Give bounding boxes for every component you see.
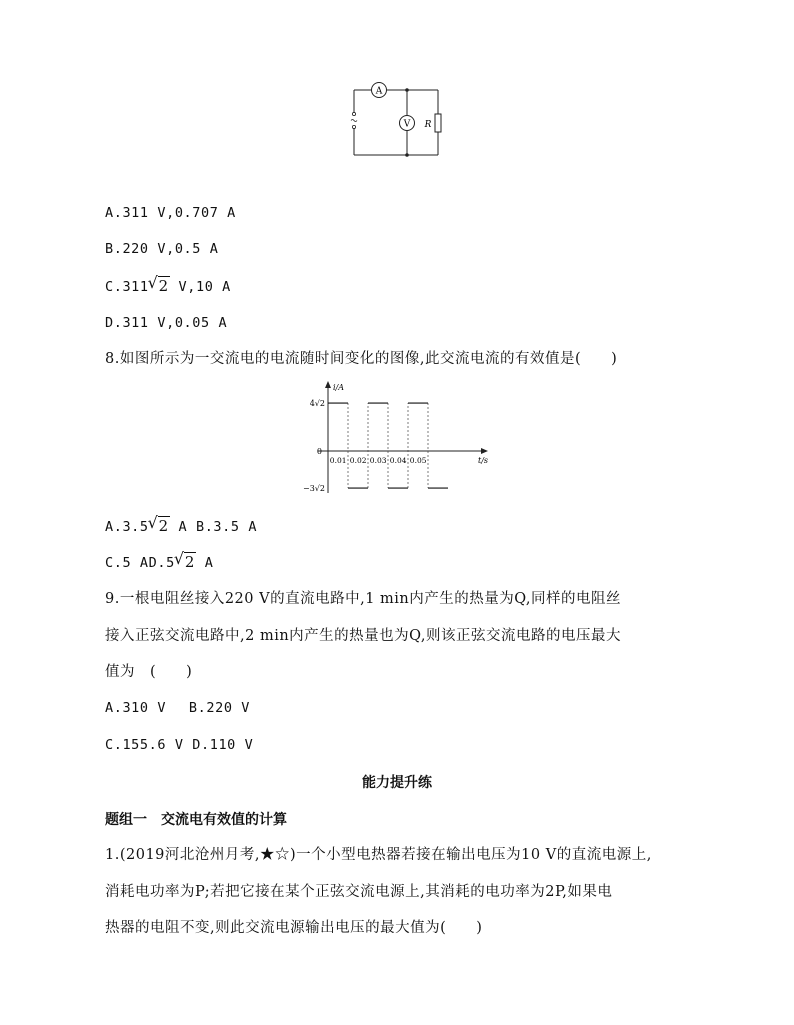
sqrt-radicand: 2 <box>184 553 195 571</box>
q9-options-cd: C.155.6 V D.110 V <box>105 737 254 753</box>
section-title: 能力提升练 <box>362 775 432 791</box>
voltmeter-icon <box>400 116 415 131</box>
svg-text:R: R <box>424 120 432 130</box>
q7-option-c <box>105 276 231 297</box>
x-axis-label: t/s <box>478 456 489 465</box>
q7-option-c-suffix: V,10 A <box>169 279 231 295</box>
y-tick-label-bottom: −3√2 <box>303 484 325 493</box>
sqrt-radicand: 2 <box>158 517 169 535</box>
p1-line-2: 消耗电功率为P;若把它接在某个正弦交流电源上,其消耗的电功率为2P,如果电 <box>105 884 613 900</box>
question-group-title: 题组一 交流电有效值的计算 <box>105 812 287 828</box>
sqrt-symbol <box>149 276 170 297</box>
q8-option-ab-suffix: A B.3.5 A <box>169 519 258 535</box>
ammeter-icon <box>372 83 387 98</box>
x-tick-label: 0.01 <box>329 456 347 465</box>
q8-option-a-prefix: A.3.5 <box>105 519 149 535</box>
q8-options-ab <box>105 516 257 537</box>
q8-stem: 8.如图所示为一交流电的电流随时间变化的图像,此交流电流的有效值是( ) <box>105 351 618 367</box>
q9-line-1: 9.一根电阻丝接入220 V的直流电路中,1 min内产生的热量为Q,同样的电阻丝 <box>105 591 622 607</box>
p1-line-3: 热器的电阻不变,则此交流电源输出电压的最大值为( ) <box>105 920 483 936</box>
origin-label: 0 <box>316 447 322 456</box>
x-tick-label: 0.04 <box>389 456 407 465</box>
x-tick-label: 0.02 <box>349 456 367 465</box>
current-time-chart <box>300 378 500 498</box>
q7-option-a: A.311 V,0.707 A <box>105 205 236 221</box>
q8-option-cd-suffix: A <box>195 555 214 571</box>
q8-option-cd-prefix: C.5 AD.5 <box>105 555 175 571</box>
q7-option-d: D.311 V,0.05 A <box>105 315 228 331</box>
y-axis-arrow <box>325 381 331 388</box>
x-tick-label: 0.03 <box>369 456 387 465</box>
circuit-diagram <box>340 80 460 162</box>
sqrt-symbol <box>175 552 196 573</box>
q8-options-cd <box>105 552 213 573</box>
q9-line-3: 值为 ( ) <box>105 664 193 680</box>
resistor-icon <box>424 114 441 132</box>
x-axis-arrow <box>481 448 488 454</box>
q9-line-2: 接入正弦交流电路中,2 min内产生的热量也为Q,则该正弦交流电路的电压最大 <box>105 628 621 644</box>
ac-source-icon <box>351 112 357 128</box>
sqrt-symbol <box>149 516 170 537</box>
q9-options-ab: A.310 V B.220 V <box>105 700 251 716</box>
y-tick-label-top: 4√2 <box>309 399 325 408</box>
sqrt-radicand: 2 <box>158 277 169 295</box>
x-tick-label: 0.05 <box>409 456 427 465</box>
p1-line-1: 1.(2019河北沧州月考,★☆)一个小型电热器若接在输出电压为10 V的直流电源上, <box>105 847 652 863</box>
q7-option-c-prefix: C.311 <box>105 279 149 295</box>
svg-text:A: A <box>375 86 383 97</box>
y-axis-label: i/A <box>333 383 345 392</box>
svg-text:V: V <box>403 119 411 130</box>
q7-option-b: B.220 V,0.5 A <box>105 241 219 257</box>
